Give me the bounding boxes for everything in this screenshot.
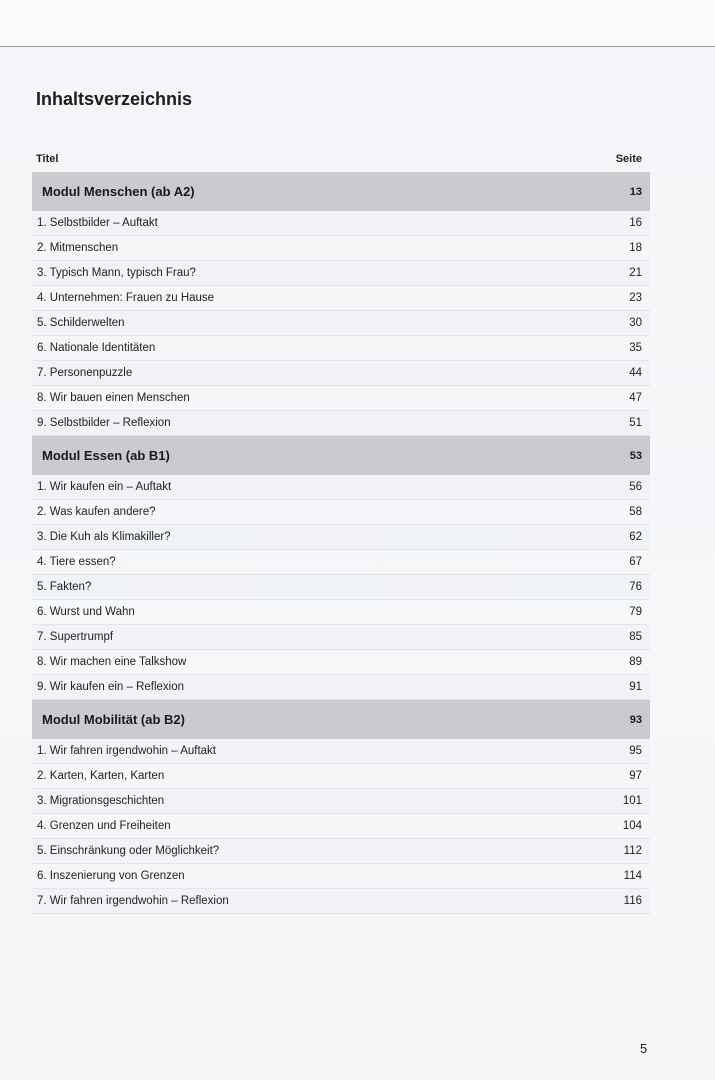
toc-entry[interactable]	[32, 475, 650, 500]
entry-page: 35	[629, 342, 642, 354]
toc-entry[interactable]	[32, 650, 650, 675]
entry-label: 6. Nationale Identitäten	[37, 342, 156, 354]
entry-page: 85	[629, 631, 642, 643]
toc-entry[interactable]	[32, 525, 650, 550]
toc-entry[interactable]	[32, 814, 650, 839]
entry-page: 89	[629, 656, 642, 668]
module-entries-mobilitaet	[32, 739, 650, 914]
module-entries-menschen	[32, 211, 650, 436]
entry-page: 91	[629, 681, 642, 693]
entry-label: 5. Einschränkung oder Möglichkeit?	[37, 845, 220, 857]
toc-entry[interactable]	[32, 675, 650, 700]
entry-label: 7. Personenpuzzle	[37, 367, 133, 379]
entry-page: 16	[629, 217, 642, 229]
entry-page: 112	[623, 845, 642, 857]
module-title: Modul Mobilität (ab B2)	[42, 712, 185, 727]
entry-page: 56	[629, 481, 642, 493]
entry-page: 21	[629, 267, 642, 279]
toc-entry[interactable]	[32, 286, 650, 311]
entry-page: 79	[629, 606, 642, 618]
entry-label: 7. Wir fahren irgendwohin – Reflexion	[37, 895, 229, 907]
entry-label: 1. Selbstbilder – Auftakt	[37, 217, 158, 229]
entry-page: 47	[629, 392, 642, 404]
toc-entry[interactable]	[32, 575, 650, 600]
page-column-header: Seite	[615, 153, 642, 165]
toc-entry[interactable]	[32, 386, 650, 411]
entry-page: 67	[629, 556, 642, 568]
toc-entry[interactable]	[32, 311, 650, 336]
entry-label: 9. Wir kaufen ein – Reflexion	[37, 681, 185, 693]
entry-page: 51	[629, 417, 642, 429]
entry-page: 23	[629, 292, 642, 304]
entry-label: 2. Mitmenschen	[37, 242, 119, 254]
toc-entry[interactable]	[32, 236, 650, 261]
toc-entry[interactable]	[32, 789, 650, 814]
entry-page: 44	[629, 367, 642, 379]
toc-entry[interactable]	[32, 336, 650, 361]
entry-label: 3. Migrationsgeschichten	[37, 795, 165, 807]
entry-label: 8. Wir machen eine Talkshow	[37, 656, 187, 668]
entry-label: 4. Grenzen und Freiheiten	[37, 820, 171, 832]
entry-page: 95	[629, 745, 642, 757]
entry-label: 3. Die Kuh als Klimakiller?	[37, 531, 171, 543]
toc-entry[interactable]	[32, 625, 650, 650]
entry-label: 2. Karten, Karten, Karten	[37, 770, 165, 782]
entry-label: 5. Schilderwelten	[37, 317, 125, 329]
entry-label: 4. Tiere essen?	[37, 556, 116, 568]
toc-entry[interactable]	[32, 550, 650, 575]
module-title: Modul Essen (ab B1)	[42, 448, 170, 463]
entry-page: 62	[629, 531, 642, 543]
module-page: 53	[629, 449, 642, 462]
entry-page: 114	[623, 870, 642, 882]
toc-entry[interactable]	[32, 261, 650, 286]
entry-page: 76	[629, 581, 642, 593]
module-title: Modul Menschen (ab A2)	[42, 184, 195, 199]
toc-entry[interactable]	[32, 839, 650, 864]
table-of-contents	[32, 172, 650, 914]
entry-page: 101	[622, 795, 642, 807]
entry-page: 18	[629, 242, 642, 254]
entry-label: 2. Was kaufen andere?	[37, 506, 156, 518]
entry-label: 4. Unternehmen: Frauen zu Hause	[37, 292, 215, 304]
toc-entry[interactable]	[32, 600, 650, 625]
toc-entry[interactable]	[32, 889, 650, 914]
module-heading-menschen[interactable]	[32, 172, 650, 211]
toc-entry[interactable]	[32, 211, 650, 236]
module-entries-essen	[32, 475, 650, 700]
entry-label: 6. Inszenierung von Grenzen	[37, 870, 185, 882]
entry-label: 6. Wurst und Wahn	[37, 606, 135, 618]
scan-top-margin	[0, 0, 715, 47]
entry-page: 58	[629, 506, 642, 518]
page-number: 5	[640, 1041, 648, 1056]
module-page: 93	[629, 713, 642, 726]
toc-entry[interactable]	[32, 361, 650, 386]
entry-page: 116	[623, 895, 642, 907]
toc-header-row	[36, 153, 642, 165]
toc-entry[interactable]	[32, 411, 650, 436]
entry-page: 97	[629, 770, 642, 782]
entry-label: 9. Selbstbilder – Reflexion	[37, 417, 171, 429]
toc-entry[interactable]	[32, 864, 650, 889]
toc-entry[interactable]	[32, 764, 650, 789]
entry-label: 7. Supertrumpf	[37, 631, 114, 643]
title-column-header: Titel	[36, 153, 59, 165]
entry-label: 3. Typisch Mann, typisch Frau?	[37, 267, 196, 279]
entry-page: 104	[622, 820, 642, 832]
entry-label: 1. Wir kaufen ein – Auftakt	[37, 481, 172, 493]
entry-page: 30	[629, 317, 642, 329]
entry-label: 1. Wir fahren irgendwohin – Auftakt	[37, 745, 216, 757]
toc-entry[interactable]	[32, 500, 650, 525]
module-heading-essen[interactable]	[32, 436, 650, 475]
toc-entry[interactable]	[32, 739, 650, 764]
entry-label: 5. Fakten?	[37, 581, 92, 593]
page-title: Inhaltsverzeichnis	[36, 89, 193, 109]
entry-label: 8. Wir bauen einen Menschen	[37, 392, 190, 404]
module-heading-mobilitaet[interactable]	[32, 700, 650, 739]
module-page: 13	[629, 185, 642, 198]
